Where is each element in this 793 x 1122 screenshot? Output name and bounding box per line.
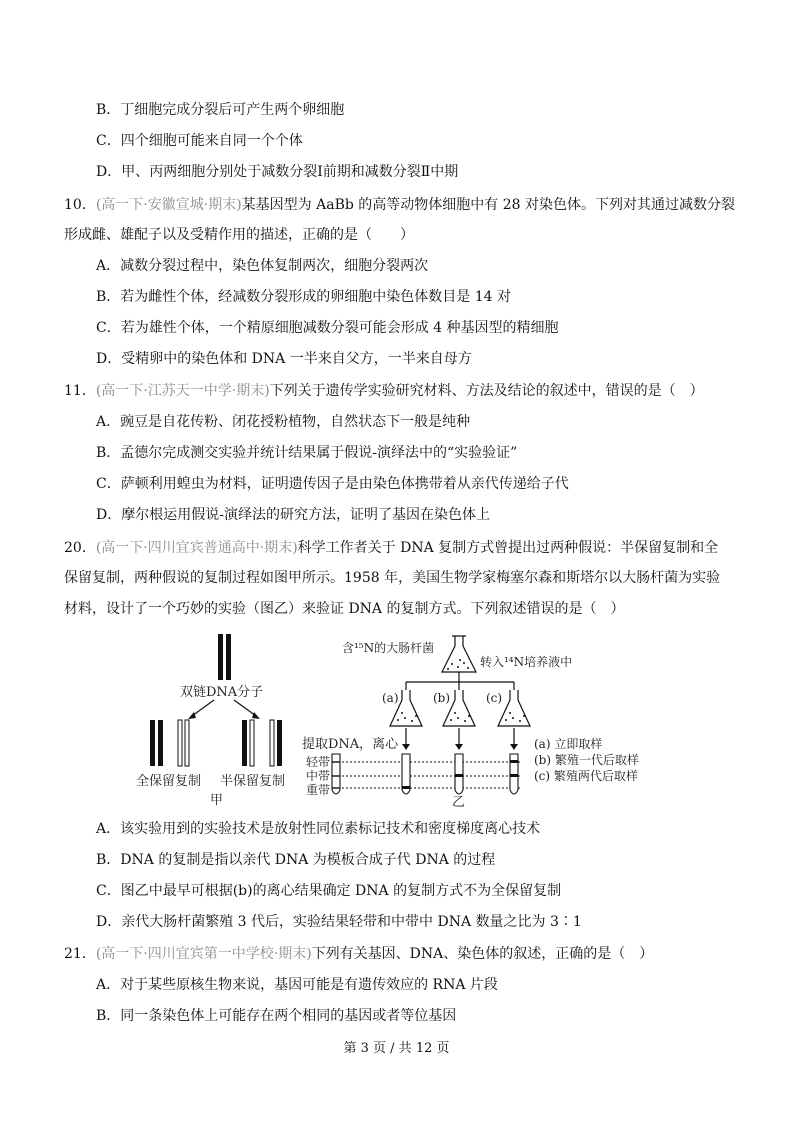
q20-stem-text-3: 材料，设计了一个巧妙的实验（图乙）来验证 DNA 的复制方式。下列叙述错误的是（ ）: [64, 601, 625, 617]
q11-source: (高一下·江苏天一中学·期末): [95, 383, 270, 399]
yi-label-transfer: 转入¹⁴N培养液中: [480, 655, 573, 669]
tube-b-icon: [455, 754, 463, 794]
q20-option-d: D．亲代大肠杆菌繁殖 3 代后，实验结果轻带和中带中 DNA 数量之比为 3∶1: [96, 914, 582, 930]
q11-option-b: B．孟德尔完成测交实验并统计结果属于假说-演绎法中的“实验验证”: [96, 445, 518, 461]
flask-a-label: (a): [382, 691, 399, 705]
q10-number: 10．: [64, 197, 96, 213]
band-guide-lines: [342, 762, 522, 788]
q9-option-c: C．四个细胞可能来自同一个个体: [96, 133, 303, 149]
jia-label-semi: 半保留复制: [220, 774, 286, 789]
q11-option-c: C．萨顿利用蝗虫为材料，证明遗传因子是由染色体携带着从亲代传递给子代: [96, 476, 569, 492]
q11-option-d: D．摩尔根运用假说-演绎法的研究方法，证明了基因在染色体上: [96, 507, 490, 523]
band-mid-label: 中带: [306, 769, 331, 783]
arrow-down-b-icon: [455, 744, 463, 750]
q10-option-a: A．减数分裂过程中，染色体复制两次，细胞分裂两次: [96, 258, 429, 274]
source-flask-icon: [442, 636, 476, 672]
q11-option-a: A．豌豆是自花传粉、闭花授粉植物，自然状态下一般是纯种: [96, 414, 471, 430]
q20-option-b: B．DNA 的复制是指以亲代 DNA 为模板合成子代 DNA 的过程: [96, 852, 496, 868]
q21-stem: [64, 944, 653, 964]
q21-stem-text-1: 下列有关基因、DNA、染色体的叙述，正确的是（ ）: [311, 946, 654, 962]
q10-stem-text-1: 某基因型为 AaBb 的高等动物体细胞中有 28 对染色体。下列对其通过减数分裂: [241, 197, 735, 213]
yi-label-ecoli: 含¹⁵N的大肠杆菌: [342, 641, 435, 655]
legend-b: (b) 繁殖一代后取样: [534, 753, 639, 767]
yi-distribution-lines: [406, 672, 514, 690]
legend-c: (c) 繁殖两代后取样: [534, 769, 638, 783]
arrow-head-left-icon: [188, 712, 196, 719]
flask-c-icon: [498, 690, 530, 726]
dna-replication-figure: [130, 630, 670, 810]
jia-caption: 甲: [210, 793, 224, 808]
q21-option-a: A．对于某些原核生物来说，基因可能是有遗传效应的 RNA 片段: [96, 977, 498, 993]
jia-split-arrows: [192, 700, 256, 716]
reference-tube-icon: [332, 754, 340, 794]
q9-option-d: D．甲、丙两细胞分别处于减数分裂Ⅰ前期和减数分裂Ⅱ中期: [96, 164, 459, 180]
q20-stem: [64, 538, 718, 558]
flask-c-label: (c): [486, 691, 503, 705]
q20-stem-text-2: 保留复制，两种假说的复制过程如图甲所示。1958 年，美国生物学家梅塞尔森和斯塔尔以大肠杆菌为实验: [64, 570, 721, 586]
arrow-head-right-icon: [252, 712, 260, 719]
tube-a-icon: [402, 754, 410, 794]
q10-option-c: C．若为雄性个体，一个精原细胞减数分裂可能会形成 4 种基因型的精细胞: [96, 320, 559, 336]
q21-source: (高一下·四川宜宾第一中学校·期末): [95, 946, 312, 962]
q20-stem-text-1: 科学工作者关于 DNA 复制方式曾提出过两种假说：半保留复制和全: [297, 540, 719, 556]
jia-label-full: 全保留复制: [136, 774, 202, 789]
q20-option-c: C．图乙中最早可根据(b)的离心结果确定 DNA 的复制方式不为全保留复制: [96, 883, 562, 899]
yi-label-extract: 提取DNA，离心: [302, 737, 399, 752]
q10-option-d: D．受精卵中的染色体和 DNA 一半来自父方，一半来自母方: [96, 351, 472, 367]
q10-stem-text-2: 形成雌、雄配子以及受精作用的描述，正确的是（ ）: [64, 227, 414, 243]
q20-source: (高一下·四川宜宾普通高中·期末): [95, 540, 298, 556]
q20-number: 20．: [64, 540, 96, 556]
q10-stem: [64, 195, 735, 215]
flask-b-label: (b): [433, 691, 451, 705]
q11-number: 11．: [64, 383, 96, 399]
jia-label-dna: 双链DNA分子: [180, 685, 264, 700]
semi-conservative-dna-icon: [242, 720, 282, 766]
q10-source: (高一下·安徽宣城·期末): [95, 197, 242, 213]
legend-a: (a) 立即取样: [534, 737, 603, 751]
arrow-down-c-icon: [510, 744, 518, 750]
q9-option-b: B．丁细胞完成分裂后可产生两个卵细胞: [96, 102, 345, 118]
q20-option-a: A．该实验用到的实验技术是放射性同位素标记技术和密度梯度离心技术: [96, 821, 541, 837]
yi-caption: 乙: [452, 795, 466, 810]
q21-number: 21．: [64, 946, 96, 962]
band-heavy-label: 重带: [306, 783, 331, 797]
q10-option-b: B．若为雌性个体，经减数分裂形成的卵细胞中染色体数目是 14 对: [96, 289, 512, 305]
full-conservative-dna-icon: [150, 720, 189, 766]
q11-stem-text-1: 下列关于遗传学实验研究材料、方法及结论的叙述中，错误的是（ ）: [269, 383, 704, 399]
yi-down-arrows: [406, 728, 514, 746]
arrow-down-a-icon: [402, 744, 410, 750]
band-light-label: 轻带: [306, 755, 331, 769]
parent-dna-icon: [218, 634, 231, 680]
q11-stem: [64, 381, 704, 401]
page-footer: 第 3 页 / 共 12 页: [343, 1041, 450, 1056]
q21-option-b: B．同一条染色体上可能存在两个相同的基因或者等位基因: [96, 1008, 457, 1024]
tube-c-icon: [510, 754, 518, 794]
